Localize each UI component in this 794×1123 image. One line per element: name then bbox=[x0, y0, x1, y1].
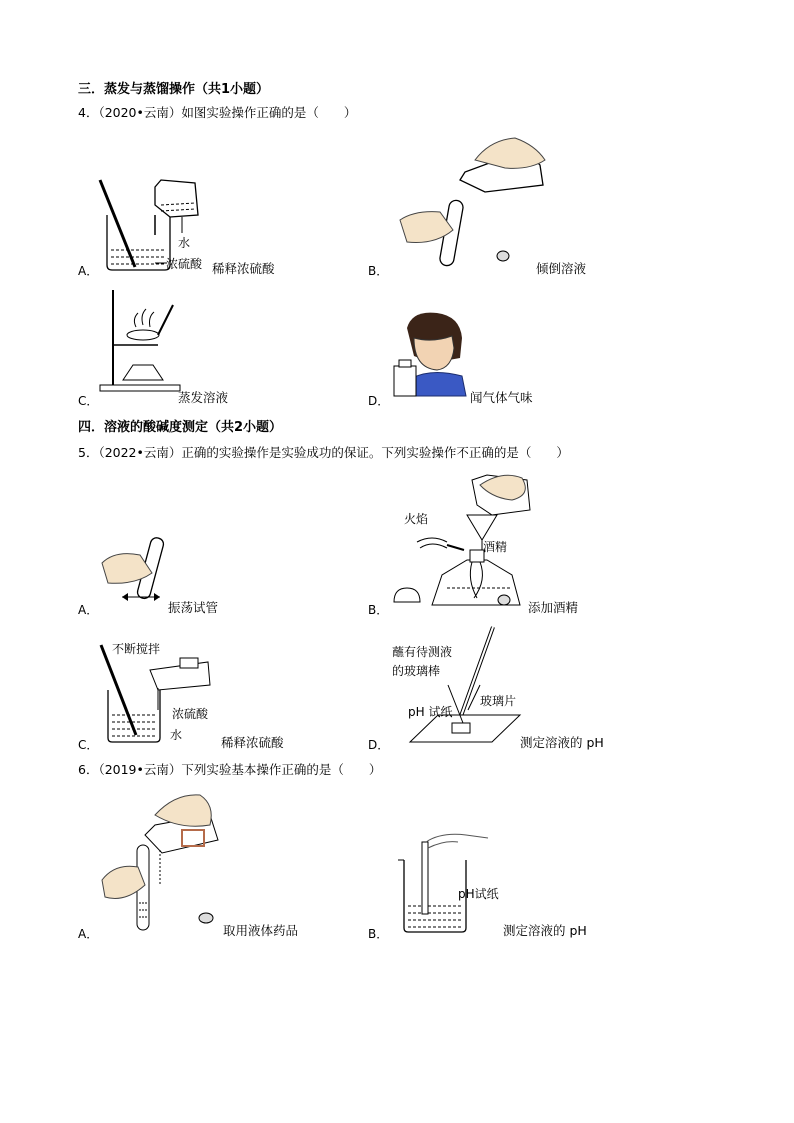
label-stir: 不断搅拌 bbox=[112, 642, 161, 656]
label-glass-plate: 玻璃片 bbox=[480, 694, 517, 708]
option-6a-caption: 取用液体药品 bbox=[223, 923, 299, 938]
option-4b-caption: 倾倒溶液 bbox=[536, 261, 587, 276]
question-5-stem: 5．（2022•云南）正确的实验操作是实验成功的保证。下列实验操作不正确的是（ ） bbox=[78, 445, 569, 460]
option-5c-caption: 稀释浓硫酸 bbox=[221, 735, 284, 750]
label-dipped-rod-2: 的玻璃棒 bbox=[392, 664, 441, 678]
label-water-2: 水 bbox=[170, 728, 183, 742]
option-4c-letter: C． bbox=[78, 394, 99, 408]
figure-shake-tube bbox=[100, 535, 170, 610]
option-4d-letter: D． bbox=[368, 394, 390, 408]
option-5a-letter: A． bbox=[78, 603, 99, 617]
option-5d-letter: D． bbox=[368, 738, 390, 752]
option-5a-caption: 振荡试管 bbox=[168, 600, 219, 615]
label-water: 水 bbox=[178, 236, 191, 250]
option-4c-caption: 蒸发溶液 bbox=[178, 390, 229, 405]
section-title-ph: 四．溶液的酸碱度测定（共2小题） bbox=[78, 420, 283, 435]
option-4a-caption: 稀释浓硫酸 bbox=[212, 261, 275, 276]
option-5b-caption: 添加酒精 bbox=[528, 600, 579, 615]
label-ph-paper: pH 试纸 bbox=[408, 705, 453, 719]
label-flame: 火焰 bbox=[404, 512, 429, 526]
option-6a-letter: A． bbox=[78, 927, 99, 941]
option-5d-caption: 测定溶液的 pH bbox=[520, 735, 604, 750]
label-dipped-rod-1: 蘸有待测液 bbox=[392, 645, 453, 659]
option-5b-letter: B． bbox=[368, 603, 389, 617]
question-4-stem: 4．（2020•云南）如图实验操作正确的是（ ） bbox=[78, 105, 357, 120]
option-6b-caption: 测定溶液的 pH bbox=[503, 923, 587, 938]
option-6b-letter: B． bbox=[368, 927, 389, 941]
option-4d-caption: 闻气体气味 bbox=[470, 390, 533, 405]
option-4a-letter: A． bbox=[78, 264, 99, 278]
label-conc-acid: 浓硫酸 bbox=[166, 257, 203, 271]
option-4b-letter: B． bbox=[368, 264, 389, 278]
figure-pour-solution bbox=[395, 130, 565, 275]
label-alcohol: 酒精 bbox=[483, 540, 508, 554]
label-ph-paper-2: pH试纸 bbox=[458, 887, 499, 901]
option-5c-letter: C． bbox=[78, 738, 99, 752]
figure-take-liquid bbox=[100, 785, 230, 935]
figure-smell-gas bbox=[392, 308, 472, 400]
label-conc-acid-2: 浓硫酸 bbox=[172, 707, 209, 721]
question-6-stem: 6．（2019•云南）下列实验基本操作正确的是（ ） bbox=[78, 762, 382, 777]
figure-ph-test-wrong bbox=[396, 830, 496, 935]
section-title-evaporation: 三．蒸发与蒸馏操作（共1小题） bbox=[78, 82, 270, 97]
figure-evaporation bbox=[98, 285, 188, 395]
figure-add-alcohol bbox=[392, 470, 542, 615]
